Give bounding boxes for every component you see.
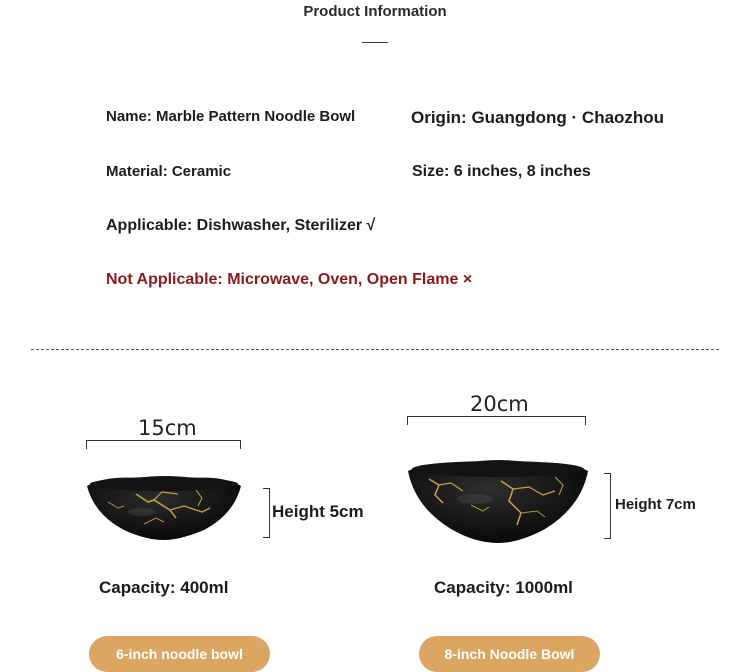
- spec-name: Name: Marble Pattern Noodle Bowl: [106, 108, 356, 125]
- small-bowl-width-bracket: [86, 440, 241, 449]
- large-bowl-width-bracket: [407, 416, 586, 425]
- large-bowl-width-label: 20cm: [470, 392, 529, 416]
- spec-material: Material: Ceramic: [106, 163, 232, 180]
- spec-origin: Origin: Guangdong · Chaozhou: [411, 108, 665, 127]
- small-bowl-height-label: Height 5cm: [272, 502, 364, 521]
- spec-applicable: Applicable: Dishwasher, Sterilizer √: [106, 217, 376, 234]
- eight-inch-bowl-button[interactable]: 8-inch Noodle Bowl: [419, 636, 600, 672]
- dashed-divider: [31, 349, 719, 350]
- spec-size: Size: 6 inches, 8 inches: [412, 163, 591, 180]
- large-bowl-image: [405, 455, 591, 549]
- six-inch-bowl-button[interactable]: 6-inch noodle bowl: [89, 636, 270, 672]
- large-bowl-height-label: Height 7cm: [615, 496, 696, 513]
- spec-not-applicable: Not Applicable: Microwave, Oven, Open Flame ×: [106, 271, 473, 288]
- small-bowl-capacity: Capacity: 400ml: [99, 578, 229, 597]
- page-title: Product Information: [303, 3, 447, 20]
- title-underline: [362, 42, 388, 43]
- large-bowl-height-bracket: [604, 473, 611, 539]
- small-bowl-height-bracket: [263, 488, 270, 538]
- small-bowl-width-label: 15cm: [138, 416, 197, 440]
- large-bowl-capacity: Capacity: 1000ml: [434, 578, 573, 597]
- small-bowl-image: [84, 472, 244, 544]
